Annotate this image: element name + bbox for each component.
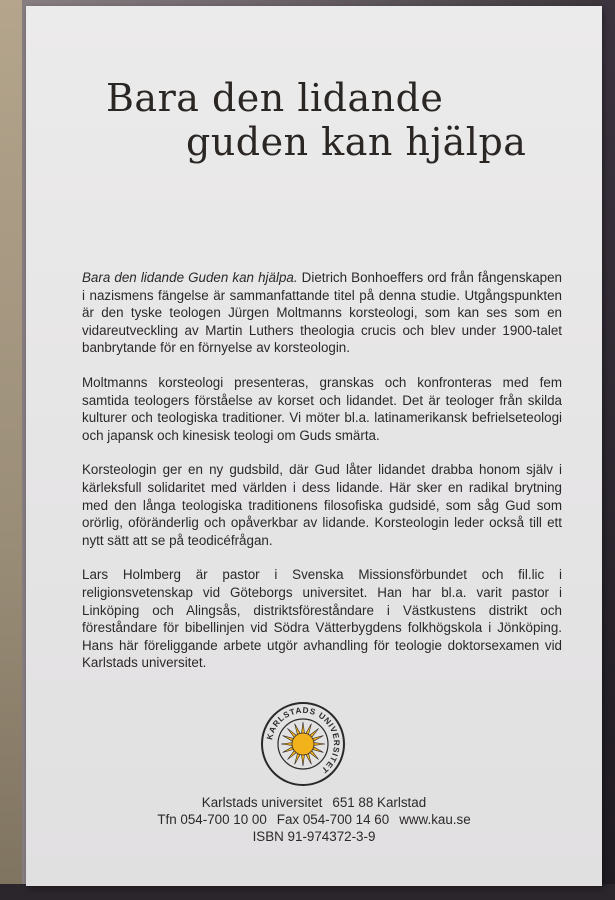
cover-title <box>106 76 526 164</box>
sun-ray <box>281 742 293 745</box>
quoted-title: Bara den lidande Guden kan hjälpa. <box>82 270 298 285</box>
book-back-cover <box>26 6 602 886</box>
title-line-2: guden kan hjälpa <box>186 120 527 164</box>
isbn: ISBN 91-974372-3-9 <box>252 829 376 844</box>
website: www.kau.se <box>399 812 471 827</box>
bottom-shadow <box>0 884 615 900</box>
author-bio: Lars Holmberg är pastor i Svenska Missionsförbundet och fil.lic i religionsvetenskap vid Göteborgs universitet. Han har bl.a. varit pastor i Linköping och Alingsås, distriktsföreståndare i Västkustens distrikt och föreståndare för bibellinjen vid Södra Vätterbygdens folkhögskola i Jönköping. Hans här föreliggande arbete utgör avhandling för teologie doktorsexamen vid Karlstads universitet. <box>82 567 562 671</box>
paragraph-1 <box>82 269 562 357</box>
postal-address: 651 88 Karlstad <box>332 795 427 810</box>
blurb-text <box>82 269 562 689</box>
table-edge <box>0 0 22 900</box>
paragraph-2: Moltmanns korsteologi presenteras, granskas och konfronteras med fem samtida teologers förståelse av korset och lidandet. Det är teologer från skilda kulturer och teologiska traditioner. Vi möter bl.a. latinamerikansk befrielseteologi och japansk och kinesisk teologi om Guds smärta. <box>82 374 562 443</box>
sun-ray <box>301 722 304 734</box>
university-seal-icon <box>260 701 346 787</box>
fax-number: Fax 054-700 14 60 <box>276 812 390 827</box>
paragraph-1-text: Dietrich Bonhoeffers ord från fångenskapen i nazismens fängelse är sammanfattande titel på denna studie. Utgångspunkten är den tyske teologen Jürgen Moltmanns korsteologi, som kan ses som en vidareutveckling av Martin Luthers theologia crucis och blev under 1900-talet banbrytande för en förnyelse av korsteologin. <box>82 270 562 356</box>
book-spine-edge <box>601 0 615 900</box>
contact-line <box>124 811 504 828</box>
seal-text: KARLSTADS UNIVERSITET <box>265 705 342 775</box>
sun-ray <box>301 754 304 766</box>
phone-number: Tfn 054-700 10 00 <box>157 812 267 827</box>
university-name: Karlstads universitet <box>201 795 323 810</box>
sun-ray <box>313 742 325 745</box>
publisher-info <box>124 794 504 845</box>
title-line-1: Bara den lidande <box>106 76 444 120</box>
paragraph-3: Korsteologin ger en ny gudsbild, där Gud låter lidandet drabba honom själv i kärleksfull solidaritet med världen i dess lidande. Här sker en radikal brytning med den långa teologiska traditionens filosofiska gudsidé, som såg Gud som orörlig, oföränderlig och opåverkbar av lidande. Korsteologin leder också till ett nytt sätt att se på teodicéfrågan. <box>82 462 562 548</box>
address-line <box>124 794 504 811</box>
